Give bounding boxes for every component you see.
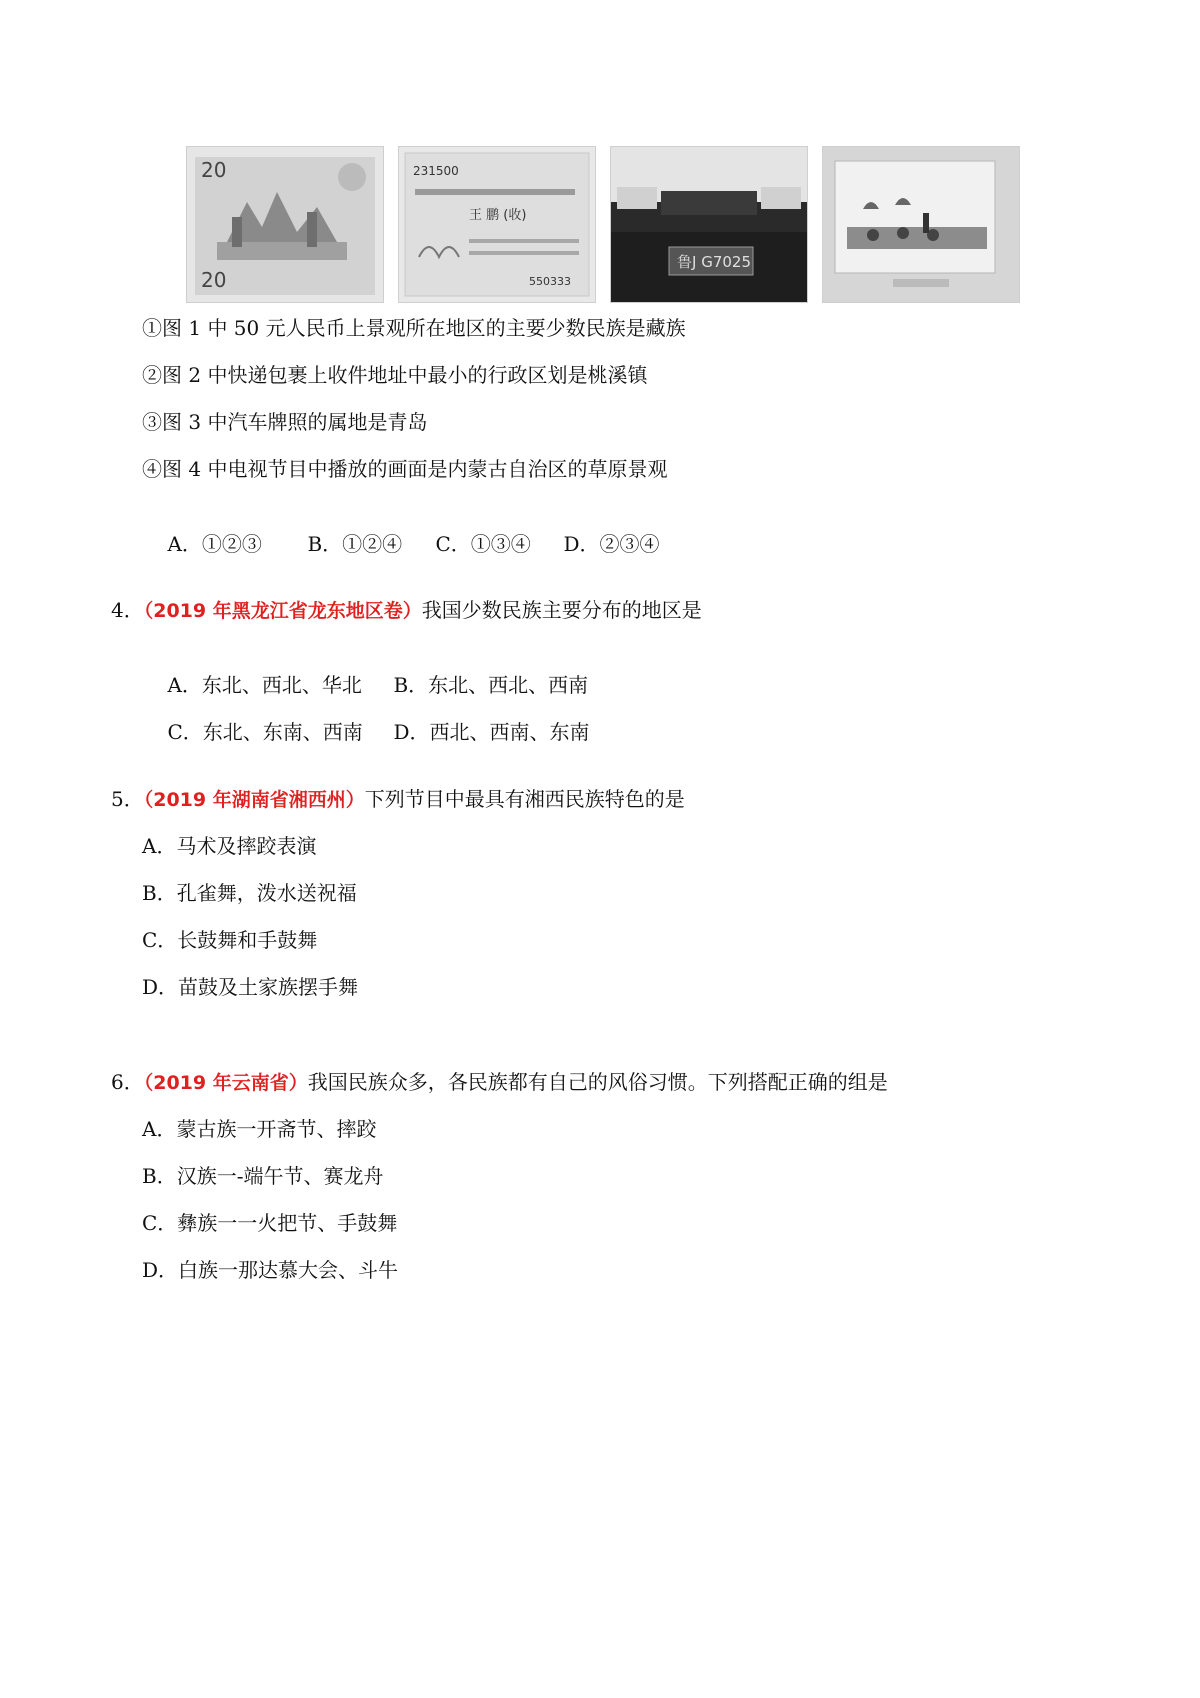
q3-options bbox=[142, 502, 659, 586]
banknote-icon bbox=[187, 147, 383, 302]
q3-option-d[interactable]: D．②③④ bbox=[563, 532, 660, 556]
q4-options-row-2 bbox=[142, 690, 589, 774]
q3-option-c[interactable]: C．①③④ bbox=[435, 532, 531, 556]
q3-statement-4: ④图 4 中电视节目中播放的画面是内蒙古自治区的草原景观 bbox=[142, 457, 668, 481]
banknote-image bbox=[186, 146, 384, 303]
q4-number: 4． bbox=[111, 598, 144, 622]
figure-strip bbox=[186, 146, 1030, 302]
parcel-recipient: 王 鹏 (收) bbox=[469, 208, 527, 223]
license-plate: 鲁J G7025 bbox=[677, 253, 751, 271]
q6-number: 6． bbox=[111, 1070, 144, 1094]
q6-option-a[interactable]: A．蒙古族一开斋节、摔跤 bbox=[142, 1117, 377, 1141]
q4-option-b[interactable]: B．东北、西北、西南 bbox=[393, 673, 589, 697]
q3-statement-3: ③图 3 中汽车牌照的属地是青岛 bbox=[142, 410, 428, 434]
q4-header bbox=[111, 596, 702, 625]
q6-stem: 我国民族众多，各民族都有自己的风俗习惯。下列搭配正确的组是 bbox=[307, 1070, 888, 1094]
car-front-icon bbox=[611, 147, 807, 302]
q3-option-b[interactable]: B．①②④ bbox=[307, 532, 403, 556]
q5-number: 5． bbox=[111, 787, 144, 811]
tv-screen-icon bbox=[823, 147, 1019, 302]
parcel-label-icon bbox=[399, 147, 595, 302]
q3-statement-1: ①图 1 中 50 元人民币上景观所在地区的主要少数民族是藏族 bbox=[142, 316, 686, 340]
q3-statement-2: ②图 2 中快递包裹上收件地址中最小的行政区划是桃溪镇 bbox=[142, 363, 648, 387]
q6-option-c[interactable]: C．彝族一一火把节、手鼓舞 bbox=[142, 1211, 398, 1235]
q5-option-a[interactable]: A．马术及摔跤表演 bbox=[142, 834, 317, 858]
q5-option-d[interactable]: D．苗鼓及土家族摆手舞 bbox=[142, 975, 359, 999]
q5-option-c[interactable]: C．长鼓舞和手鼓舞 bbox=[142, 928, 318, 952]
q3-option-a[interactable]: A．①②③ bbox=[167, 532, 262, 556]
q5-header bbox=[111, 785, 685, 814]
banknote-mark-bottom: 20 bbox=[201, 268, 227, 292]
q5-source: （2019 年湖南省湘西州） bbox=[143, 789, 365, 811]
q5-option-b[interactable]: B．孔雀舞，泼水送祝福 bbox=[142, 881, 357, 905]
q4-source: （2019 年黑龙江省龙东地区卷） bbox=[143, 600, 422, 622]
parcel-label-image bbox=[398, 146, 596, 303]
parcel-code: 231500 bbox=[413, 164, 459, 178]
q6-source: （2019 年云南省） bbox=[143, 1072, 308, 1094]
q4-option-d[interactable]: D．西北、西南、东南 bbox=[393, 720, 590, 744]
q4-stem: 我国少数民族主要分布的地区是 bbox=[421, 598, 702, 622]
q6-option-d[interactable]: D．白族一那达慕大会、斗牛 bbox=[142, 1258, 399, 1282]
tv-image bbox=[822, 146, 1020, 303]
q5-stem: 下列节目中最具有湘西民族特色的是 bbox=[364, 787, 685, 811]
banknote-mark-top: 20 bbox=[201, 158, 227, 182]
q4-option-c[interactable]: C．东北、东南、西南 bbox=[167, 720, 363, 744]
parcel-postcode: 550333 bbox=[529, 275, 571, 288]
q6-option-b[interactable]: B．汉族一-端午节、赛龙舟 bbox=[142, 1164, 384, 1188]
q4-option-a[interactable]: A．东北、西北、华北 bbox=[167, 673, 362, 697]
q6-header bbox=[111, 1068, 888, 1097]
car-image bbox=[610, 146, 808, 303]
